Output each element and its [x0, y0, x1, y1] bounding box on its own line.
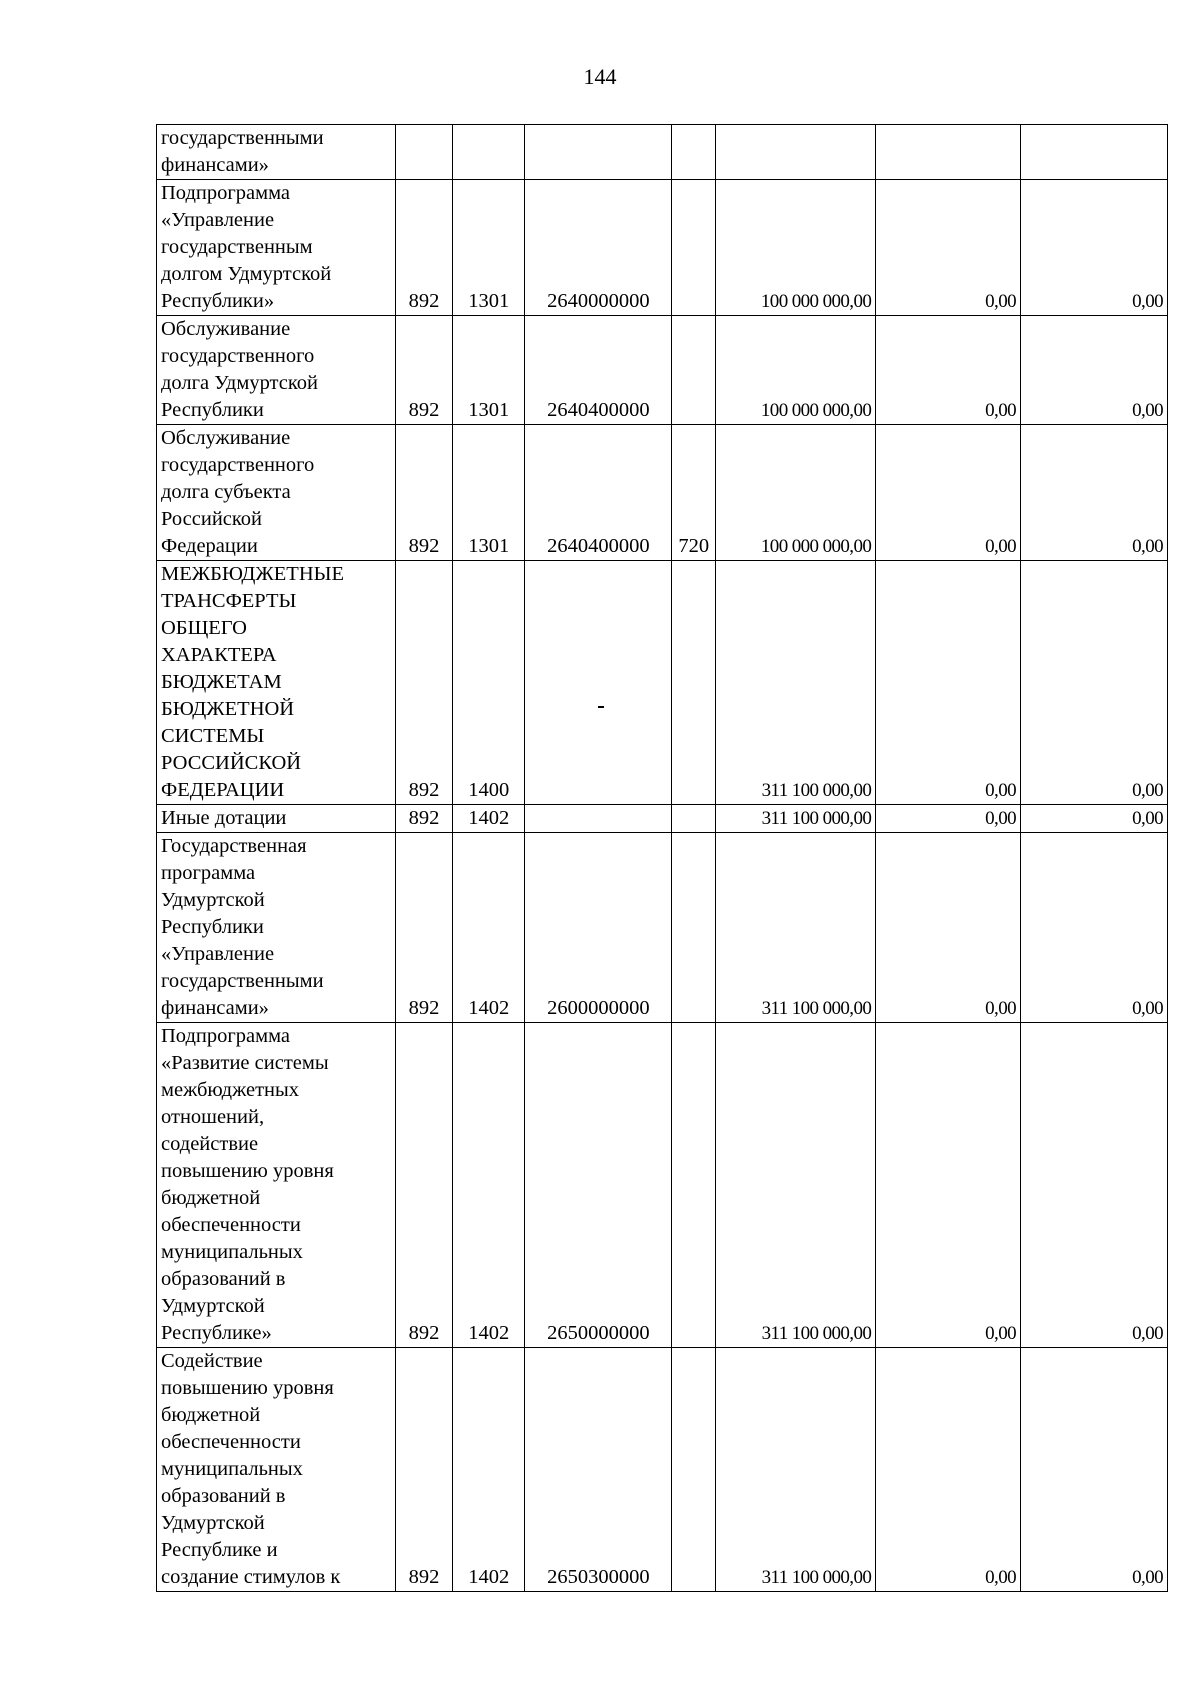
row-name-cell: Содействие повышению уровня бюджетной обеспеченности муниципальных образований в Удмуртской Республике и создание стимулов к: [157, 1348, 396, 1592]
amount-year3-cell: 0,00: [1021, 316, 1168, 425]
amount-year3-cell: [1021, 125, 1168, 180]
section-code-cell: [453, 125, 525, 180]
row-name-cell: Обслуживание государственного долга Удмуртской Республики: [157, 316, 396, 425]
expense-type-cell: [672, 180, 716, 316]
table-row: [157, 805, 1168, 833]
amount-year2-cell: 0,00: [876, 425, 1021, 561]
target-code-cell: [525, 805, 672, 833]
target-code-cell: 2640400000: [525, 316, 672, 425]
amount-year3-cell: 0,00: [1021, 425, 1168, 561]
section-code-cell: 1402: [453, 833, 525, 1023]
amount-year1-cell: 311 100 000,00: [716, 561, 876, 805]
table-row: [157, 180, 1168, 316]
amount-year3-cell: 0,00: [1021, 180, 1168, 316]
amount-year3-cell: 0,00: [1021, 561, 1168, 805]
table-row: [157, 561, 1168, 805]
target-code-cell: 2650300000: [525, 1348, 672, 1592]
row-name-cell: МЕЖБЮДЖЕТНЫЕ ТРАНСФЕРТЫ ОБЩЕГО ХАРАКТЕРА БЮДЖЕТАМ БЮДЖЕТНОЙ СИСТЕМЫ РОССИЙСКОЙ ФЕДЕРАЦИИ: [157, 561, 396, 805]
ministry-code-cell: 892: [396, 180, 453, 316]
amount-year3-cell: 0,00: [1021, 1023, 1168, 1348]
section-code-cell: 1400: [453, 561, 525, 805]
table-row: [157, 125, 1168, 180]
row-name-cell: Подпрограмма «Развитие системы межбюджетных отношений, содействие повышению уровня бюджетной обеспеченности муниципальных образований в Удмуртской Республике»: [157, 1023, 396, 1348]
expense-type-cell: [672, 1348, 716, 1592]
expense-type-cell: [672, 805, 716, 833]
table-row: [157, 425, 1168, 561]
amount-year2-cell: 0,00: [876, 561, 1021, 805]
row-name-cell: Обслуживание государственного долга субъекта Российской Федерации: [157, 425, 396, 561]
section-code-cell: 1301: [453, 180, 525, 316]
page-number: 144: [583, 64, 617, 89]
amount-year2-cell: 0,00: [876, 1348, 1021, 1592]
amount-year1-cell: 311 100 000,00: [716, 1348, 876, 1592]
amount-year1-cell: 311 100 000,00: [716, 833, 876, 1023]
ministry-code-cell: 892: [396, 805, 453, 833]
amount-year1-cell: [716, 125, 876, 180]
row-name-cell: Подпрограмма «Управление государственным долгом Удмуртской Республики»: [157, 180, 396, 316]
amount-year3-cell: 0,00: [1021, 805, 1168, 833]
row-name-cell: Иные дотации: [157, 805, 396, 833]
amount-year1-cell: 100 000 000,00: [716, 316, 876, 425]
table-row: [157, 316, 1168, 425]
amount-year1-cell: 100 000 000,00: [716, 180, 876, 316]
ministry-code-cell: 892: [396, 833, 453, 1023]
expense-type-cell: [672, 125, 716, 180]
expense-type-cell: [672, 833, 716, 1023]
table-row: [157, 1348, 1168, 1592]
amount-year2-cell: 0,00: [876, 1023, 1021, 1348]
expense-type-cell: [672, 1023, 716, 1348]
ministry-code-cell: 892: [396, 425, 453, 561]
ministry-code-cell: 892: [396, 316, 453, 425]
section-code-cell: 1402: [453, 805, 525, 833]
row-name-cell: государственными финансами»: [157, 125, 396, 180]
amount-year1-cell: 311 100 000,00: [716, 805, 876, 833]
amount-year2-cell: 0,00: [876, 833, 1021, 1023]
amount-year2-cell: 0,00: [876, 805, 1021, 833]
target-code-cell: [525, 125, 672, 180]
amount-year3-cell: 0,00: [1021, 833, 1168, 1023]
section-code-cell: 1402: [453, 1348, 525, 1592]
section-code-cell: 1301: [453, 316, 525, 425]
expense-type-cell: 720: [672, 425, 716, 561]
amount-year3-cell: 0,00: [1021, 1348, 1168, 1592]
table-row: [157, 833, 1168, 1023]
budget-table: [156, 124, 1168, 1592]
section-code-cell: 1301: [453, 425, 525, 561]
expense-type-cell: [672, 561, 716, 805]
target-code-cell: 2640000000: [525, 180, 672, 316]
amount-year2-cell: [876, 125, 1021, 180]
expense-type-cell: [672, 316, 716, 425]
ministry-code-cell: [396, 125, 453, 180]
table-body: [157, 125, 1168, 1592]
target-code-cell: 2600000000: [525, 833, 672, 1023]
ministry-code-cell: 892: [396, 1023, 453, 1348]
section-code-cell: 1402: [453, 1023, 525, 1348]
ministry-code-cell: 892: [396, 561, 453, 805]
table-row: [157, 1023, 1168, 1348]
amount-year1-cell: 100 000 000,00: [716, 425, 876, 561]
target-code-cell: 2640400000: [525, 425, 672, 561]
target-code-cell: [525, 561, 672, 805]
amount-year1-cell: 311 100 000,00: [716, 1023, 876, 1348]
amount-year2-cell: 0,00: [876, 316, 1021, 425]
target-code-cell: 2650000000: [525, 1023, 672, 1348]
row-name-cell: Государственная программа Удмуртской Республики «Управление государственными финансами»: [157, 833, 396, 1023]
amount-year2-cell: 0,00: [876, 180, 1021, 316]
ministry-code-cell: 892: [396, 1348, 453, 1592]
dash-mark: [598, 706, 604, 708]
